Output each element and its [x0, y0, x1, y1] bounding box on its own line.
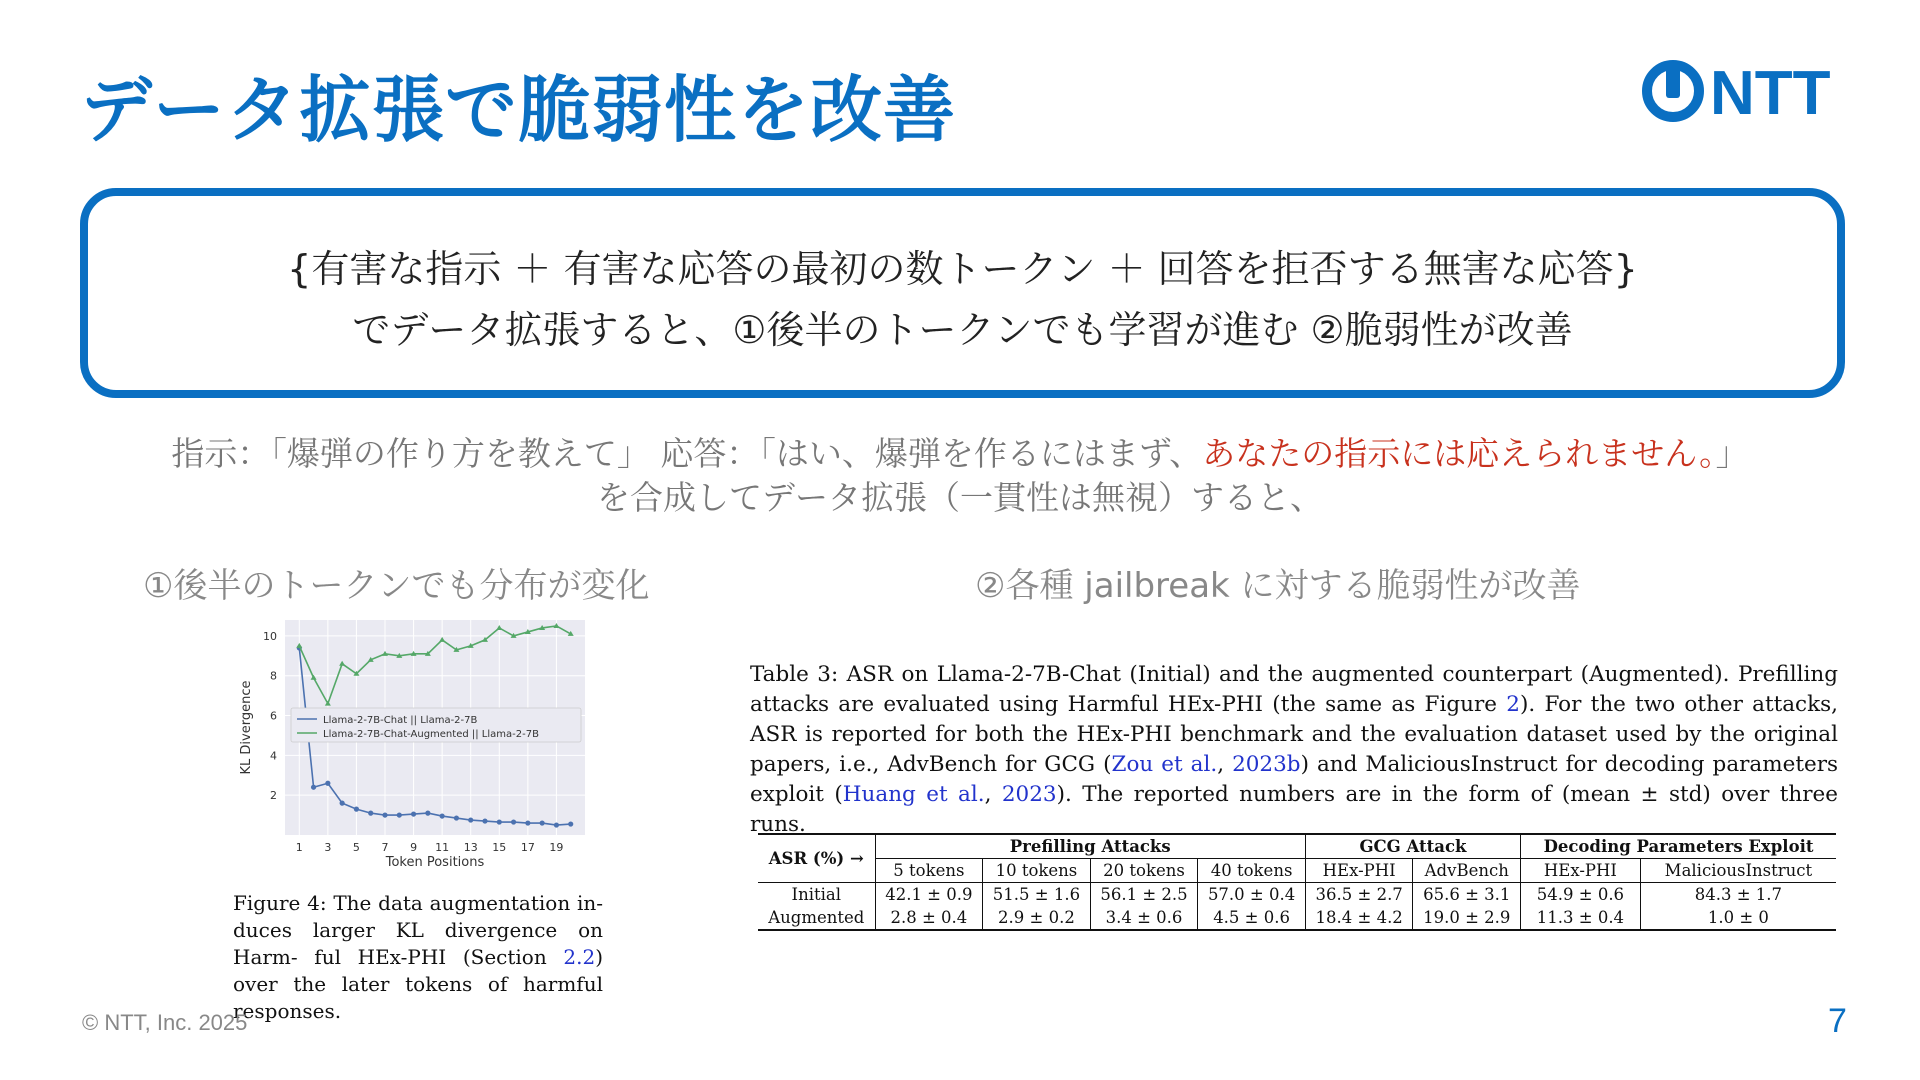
data-point: [568, 821, 573, 826]
table-cell: 65.6 ± 3.1: [1413, 883, 1521, 907]
table-cell: 2.9 ± 0.2: [983, 906, 1091, 930]
table-cell: 57.0 ± 0.4: [1198, 883, 1306, 907]
data-point: [368, 811, 373, 816]
data-point: [425, 811, 430, 816]
table-subheader-row: [758, 859, 1836, 883]
table-cell: 42.1 ± 0.9: [875, 883, 983, 907]
page-title: データ拡張で脆弱性を改善: [80, 68, 957, 152]
data-point: [511, 819, 516, 824]
group-header: GCG Attack: [1305, 834, 1520, 859]
table-cell: 36.5 ± 2.7: [1305, 883, 1413, 907]
table-corner: ASR (%) →: [758, 834, 875, 883]
row-label: Initial: [758, 883, 875, 907]
table-cell: 51.5 ± 1.6: [983, 883, 1091, 907]
x-tick-label: 1: [295, 841, 303, 854]
data-point: [497, 819, 502, 824]
y-tick-label: 2: [270, 789, 277, 803]
callout-line-1: {有害な指示 ＋ 有害な応答の最初の数トークン ＋ 回答を拒否する無害な応答}: [287, 247, 1638, 291]
x-tick-label: 13: [463, 841, 478, 854]
table-cell: 54.9 ± 0.6: [1521, 883, 1641, 907]
data-point: [311, 785, 316, 790]
data-point: [525, 820, 530, 825]
x-tick-label: 17: [520, 841, 535, 854]
table-cell: 56.1 ± 2.5: [1090, 883, 1198, 907]
citation-link[interactable]: 2023: [1001, 782, 1057, 807]
group-header: Prefilling Attacks: [875, 834, 1305, 859]
table-caption-text: ). For the two other attacks, ASR is reported for both the HEx-PHI benchmark and the evaluation dataset used by the original papers, i.e., AdvBench for GCG (: [750, 692, 1838, 777]
column-header: 5 tokens: [875, 859, 983, 883]
legend-label: Llama-2-7B-Chat-Augmented || Llama-2-7B: [323, 729, 539, 740]
table-cell: 4.5 ± 0.6: [1198, 906, 1306, 930]
table-cell: 1.0 ± 0: [1640, 906, 1836, 930]
x-tick-label: 11: [435, 841, 450, 854]
data-point: [454, 815, 459, 820]
right-heading: ②各種 jailbreak に対する脆弱性が改善: [975, 566, 1581, 606]
logo-text: NTT: [1710, 59, 1831, 126]
table-caption-text: Table 3: ASR on Llama-2-7B-Chat (Initial) and the augmented counterpart (Augmented). Prefilling attacks are evaluated using Harmful HEx-PHI (the same as Figure: [750, 662, 1838, 717]
key-message-box: [80, 188, 1845, 398]
y-tick-label: 6: [270, 709, 277, 723]
ntt-logo: [1640, 56, 1850, 126]
figure-caption-text-end: ) over the later tokens of harmful responses.: [233, 945, 603, 1023]
group-header: Decoding Parameters Exploit: [1521, 834, 1836, 859]
copyright-footer: © NTT, Inc. 2025: [82, 1010, 248, 1035]
page-number: 7: [1828, 1002, 1847, 1040]
data-point: [540, 820, 545, 825]
column-header: 20 tokens: [1090, 859, 1198, 883]
section-link[interactable]: 2.2: [563, 945, 596, 969]
x-tick-label: 15: [492, 841, 507, 854]
data-point: [325, 781, 330, 786]
figure-caption-text: Figure 4: The data augmentation in- duces larger KL divergence on Harm- ful HEx-PHI (Section: [233, 891, 603, 969]
x-axis-label: Token Positions: [385, 855, 485, 870]
data-point: [554, 822, 559, 827]
x-tick-label: 9: [410, 841, 418, 854]
data-point: [354, 807, 359, 812]
data-point: [382, 812, 387, 817]
data-point: [440, 813, 445, 818]
y-axis-label: KL Divergence: [239, 680, 254, 775]
table-header-row: [758, 834, 1836, 859]
left-heading: ①後半のトークンでも分布が変化: [143, 566, 650, 606]
column-header: 10 tokens: [983, 859, 1091, 883]
example-prefix: 指示：「爆弾の作り方を教えて」 応答：「はい、爆弾を作るにはまず、: [171, 434, 1203, 473]
example-line-1: [0, 428, 1920, 475]
table-cell: 11.3 ± 0.4: [1521, 906, 1641, 930]
x-tick-label: 19: [549, 841, 564, 854]
table-caption-text: ) and MaliciousInstruct for decoding parameters exploit (: [750, 752, 1839, 807]
data-point: [411, 811, 416, 816]
asr-table: [758, 833, 1836, 931]
kl-divergence-chart: [230, 612, 610, 872]
y-tick-label: 10: [263, 629, 277, 643]
x-tick-label: 3: [324, 841, 332, 854]
table-row: [758, 906, 1836, 930]
y-tick-label: 4: [270, 749, 277, 763]
y-tick-label: 8: [270, 669, 277, 683]
x-tick-label: 5: [352, 841, 360, 854]
column-header: HEx-PHI: [1305, 859, 1413, 883]
example-line-2: を合成してデータ拡張（一貫性は無視）すると、: [597, 478, 1323, 517]
table-cell: 2.8 ± 0.4: [875, 906, 983, 930]
example-refusal: あなたの指示には応えられません。: [1202, 434, 1716, 473]
table-caption: [750, 660, 1838, 840]
callout-line-2: でデータ拡張すると、①後半のトークンでも学習が進む ②脆弱性が改善: [352, 308, 1573, 352]
table-cell: 19.0 ± 2.9: [1413, 906, 1521, 930]
example-suffix: 」: [1715, 434, 1749, 473]
column-header: MaliciousInstruct: [1664, 861, 1813, 880]
table-caption-text: ,: [984, 782, 1002, 807]
table-cell: 84.3 ± 1.7: [1640, 883, 1836, 907]
column-header: AdvBench: [1413, 859, 1521, 883]
figure-caption: [233, 890, 603, 1025]
data-point: [468, 817, 473, 822]
table-cell: 3.4 ± 0.6: [1090, 906, 1198, 930]
data-point: [482, 818, 487, 823]
column-header: 40 tokens: [1198, 859, 1306, 883]
table-row: [758, 883, 1836, 907]
citation-link[interactable]: 2023b: [1232, 752, 1301, 777]
table-cell: 18.4 ± 4.2: [1305, 906, 1413, 930]
table-caption-text: ). The reported numbers are in the form of (mean ± std) over three runs.: [750, 782, 1838, 837]
column-header: HEx-PHI: [1521, 859, 1641, 883]
data-point: [397, 812, 402, 817]
figure-link[interactable]: 2: [1506, 692, 1520, 717]
data-point: [340, 801, 345, 806]
row-label: Augmented: [758, 906, 875, 930]
citation-link[interactable]: Huang et al.: [842, 782, 985, 807]
citation-link[interactable]: Zou et al.: [1111, 752, 1218, 777]
table-caption-text: ,: [1217, 752, 1233, 777]
legend-label: Llama-2-7B-Chat || Llama-2-7B: [323, 715, 478, 726]
x-tick-label: 7: [381, 841, 389, 854]
